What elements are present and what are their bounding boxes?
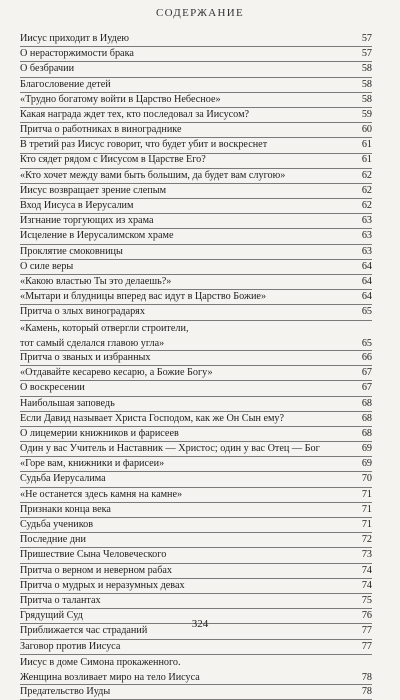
toc-entry-page: 74 bbox=[361, 579, 372, 591]
toc-entry bbox=[20, 169, 372, 184]
toc-entry-page: 75 bbox=[361, 594, 372, 606]
toc-entry-title: Заговор против Иисуса bbox=[20, 640, 121, 652]
toc-entry-page: 63 bbox=[361, 245, 372, 257]
toc-entry-title: Признаки конца века bbox=[20, 503, 111, 515]
toc-entry-title: «Отдавайте кесарево кесарю, а Божие Богу» bbox=[20, 367, 213, 379]
toc-entry-title: Какая награда ждет тех, кто последовал за Иисусом? bbox=[20, 108, 250, 120]
toc-entry-title: Иисус возвращает зрение слепым bbox=[20, 184, 167, 196]
toc-entry-page: 66 bbox=[361, 351, 372, 363]
toc-entry bbox=[20, 290, 372, 305]
toc-entry bbox=[20, 518, 372, 533]
toc-entry-page: 64 bbox=[361, 291, 372, 303]
toc-entry-title: О нерасторжимости брака bbox=[20, 48, 134, 60]
toc-entry-page: 70 bbox=[361, 473, 372, 485]
toc-entry-title: Благословение детей bbox=[20, 78, 111, 90]
toc-entry-title: Притча о мудрых и неразумных девах bbox=[20, 579, 185, 591]
toc-entry bbox=[20, 275, 372, 290]
toc-entry bbox=[20, 457, 372, 472]
toc-entry-page: 78 bbox=[361, 686, 372, 698]
toc-entry-title: «Не останется здесь камня на камне» bbox=[20, 488, 183, 500]
toc-entry-page: 69 bbox=[361, 443, 372, 455]
toc-entry-page: 57 bbox=[361, 48, 372, 60]
toc-entry-title: Исцеление в Иерусалимском храме bbox=[20, 230, 174, 242]
toc-entry-page: 64 bbox=[361, 275, 372, 287]
toc-entry-page: 63 bbox=[361, 230, 372, 242]
toc-entry bbox=[20, 123, 372, 138]
toc-entry bbox=[20, 184, 372, 199]
toc-entry-page: 65 bbox=[361, 337, 372, 349]
toc-entry-title: В третий раз Иисус говорит, что будет убит и воскреснет bbox=[20, 139, 268, 151]
toc-entry-title: «Мытари и блудницы вперед вас идут в Царство Божие» bbox=[20, 291, 267, 303]
toc-entry-title-line2: Женщина возливает миро на тело Иисуса bbox=[20, 671, 200, 683]
toc-entry-page: 58 bbox=[361, 78, 372, 90]
toc-entry bbox=[20, 579, 372, 594]
toc-entry bbox=[20, 108, 372, 123]
toc-entry-title: Пришествие Сына Человеческого bbox=[20, 549, 167, 561]
toc-entry-title: Притча о работниках в винограднике bbox=[20, 124, 182, 136]
toc-entry-page: 60 bbox=[361, 124, 372, 136]
toc-entry bbox=[20, 47, 372, 62]
toc-entry-title: Приближается час страданий bbox=[20, 625, 148, 637]
toc-entry-line2 bbox=[20, 670, 372, 685]
toc-entry bbox=[20, 488, 372, 503]
toc-entry-page: 59 bbox=[361, 108, 372, 120]
toc-entry-title: Последние дни bbox=[20, 534, 86, 546]
toc-entry bbox=[20, 260, 372, 275]
toc-entry bbox=[20, 154, 372, 169]
toc-entry-page: 77 bbox=[361, 625, 372, 637]
toc-entry-page: 77 bbox=[361, 640, 372, 652]
toc-entry-page: 68 bbox=[361, 412, 372, 424]
table-of-contents bbox=[20, 32, 372, 700]
toc-entry-page: 62 bbox=[361, 200, 372, 212]
toc-entry bbox=[20, 412, 372, 427]
toc-entry-page: 62 bbox=[361, 184, 372, 196]
page-number: 324 bbox=[191, 618, 209, 630]
toc-entry bbox=[20, 62, 372, 77]
toc-entry-title: Иисус приходит в Иудею bbox=[20, 32, 129, 44]
toc-entry-title: «Кто хочет между вами быть большим, да будет вам слугою» bbox=[20, 169, 286, 181]
toc-entry-page: 62 bbox=[361, 169, 372, 181]
toc-entry-page: 71 bbox=[361, 503, 372, 515]
toc-entry bbox=[20, 685, 372, 700]
toc-entry bbox=[20, 397, 372, 412]
toc-entry bbox=[20, 78, 372, 93]
toc-entry bbox=[20, 214, 372, 229]
toc-entry bbox=[20, 442, 372, 457]
toc-entry-title-line2: тот самый сделался главою угла» bbox=[20, 337, 165, 349]
toc-entry bbox=[20, 503, 372, 518]
toc-entry-page: 68 bbox=[361, 397, 372, 409]
toc-entry-title: Наибольшая заповедь bbox=[20, 397, 115, 409]
toc-entry bbox=[20, 564, 372, 579]
toc-entry-page: 64 bbox=[361, 260, 372, 272]
toc-entry-title-line1: «Камень, который отвергли строители, bbox=[20, 322, 189, 334]
toc-entry-page: 69 bbox=[361, 458, 372, 470]
toc-entry-page: 72 bbox=[361, 534, 372, 546]
toc-entry-title: «Трудно богатому войти в Царство Небесное» bbox=[20, 93, 221, 105]
toc-entry bbox=[20, 32, 372, 47]
toc-entry-page: 67 bbox=[361, 382, 372, 394]
toc-entry bbox=[20, 93, 372, 108]
toc-entry-page: 57 bbox=[361, 32, 372, 44]
toc-entry bbox=[20, 245, 372, 260]
toc-entry-title: Грядущий Суд bbox=[20, 610, 83, 622]
page-title: СОДЕРЖАНИЕ bbox=[155, 7, 245, 19]
toc-entry bbox=[20, 381, 372, 396]
toc-entry bbox=[20, 138, 372, 153]
toc-entry-title: Если Давид называет Христа Господом, как же Он Сын ему? bbox=[20, 412, 285, 424]
toc-entry bbox=[20, 427, 372, 442]
toc-entry-page: 61 bbox=[361, 154, 372, 166]
toc-entry bbox=[20, 229, 372, 244]
toc-entry-title: Притча о верном и неверном рабах bbox=[20, 564, 172, 576]
toc-entry-title: Притча о званых и избранных bbox=[20, 351, 151, 363]
toc-entry-page: 58 bbox=[361, 63, 372, 75]
toc-entry-page: 78 bbox=[361, 671, 372, 683]
toc-entry bbox=[20, 351, 372, 366]
toc-entry-title-line1: Иисус в доме Симона прокаженного. bbox=[20, 656, 181, 668]
toc-entry-page: 65 bbox=[361, 306, 372, 318]
toc-entry-title: О силе веры bbox=[20, 260, 74, 272]
toc-entry-title: Судьба учеников bbox=[20, 519, 94, 530]
toc-entry-title: Притча о талантах bbox=[20, 594, 101, 606]
toc-entry-title: «Какою властью Ты это делаешь?» bbox=[20, 275, 172, 287]
toc-entry-title: Кто сядет рядом с Иисусом в Царстве Его? bbox=[20, 154, 206, 166]
toc-entry-page: 73 bbox=[361, 549, 372, 561]
toc-entry bbox=[20, 640, 372, 655]
toc-entry bbox=[20, 366, 372, 381]
toc-entry-page: 67 bbox=[361, 367, 372, 379]
toc-entry bbox=[20, 594, 372, 609]
toc-entry bbox=[20, 305, 372, 320]
toc-entry-title: Один у вас Учитель и Наставник — Христос; один у вас Отец — Бог bbox=[20, 443, 320, 455]
toc-entry-title: Судьба Иерусалима bbox=[20, 473, 106, 485]
toc-entry-title: О воскресении bbox=[20, 382, 85, 394]
toc-entry-title: О безбрачии bbox=[20, 63, 75, 75]
toc-entry-page: 63 bbox=[361, 215, 372, 227]
toc-entry-title: Изгнание торгующих из храма bbox=[20, 215, 154, 227]
toc-entry-line2 bbox=[20, 336, 372, 351]
toc-entry bbox=[20, 199, 372, 214]
toc-entry-page: 76 bbox=[361, 610, 372, 622]
toc-entry-page: 71 bbox=[361, 519, 372, 530]
toc-entry-page: 71 bbox=[361, 488, 372, 500]
toc-entry bbox=[20, 548, 372, 563]
toc-entry-title: Вход Иисуса в Иерусалим bbox=[20, 200, 134, 212]
toc-entry-page: 58 bbox=[361, 93, 372, 105]
toc-entry-title: Притча о злых виноградарях bbox=[20, 306, 145, 318]
toc-entry-title: О лицемерии книжников и фарисеев bbox=[20, 427, 179, 439]
toc-entry-title: Предательство Иуды bbox=[20, 686, 111, 698]
toc-entry-page: 74 bbox=[361, 564, 372, 576]
toc-entry bbox=[20, 472, 372, 487]
toc-entry bbox=[20, 655, 372, 685]
toc-entry-title: «Горе вам, книжники и фарисеи» bbox=[20, 458, 165, 470]
toc-entry bbox=[20, 533, 372, 548]
toc-entry-page: 68 bbox=[361, 427, 372, 439]
toc-entry-title: Проклятие смоковницы bbox=[20, 245, 123, 257]
toc-entry bbox=[20, 321, 372, 351]
toc-entry-page: 61 bbox=[361, 139, 372, 151]
